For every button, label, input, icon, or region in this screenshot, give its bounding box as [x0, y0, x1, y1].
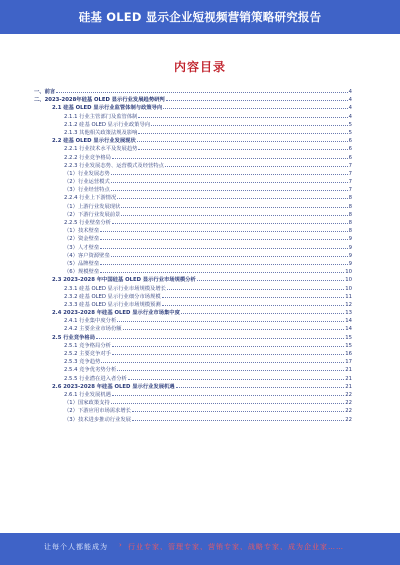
footer-slogan-left: 让每个人都能成为: [44, 543, 108, 551]
dot-leader: [121, 202, 347, 208]
dot-leader: [111, 185, 348, 191]
toc-entry-title: 2.1.2 硅基 OLED 显示行业政策导向: [64, 121, 151, 128]
toc-entry[interactable]: [34, 120, 352, 128]
toc-entry-title: 2.5.5 行业潜在进入者分析: [64, 375, 127, 382]
dot-leader: [197, 275, 344, 281]
dot-leader: [123, 324, 345, 330]
toc-entry-page: 7: [348, 179, 352, 186]
toc-entry-page: 5: [348, 121, 352, 128]
toc-entry-page: 4: [348, 89, 352, 95]
dot-leader: [151, 120, 348, 126]
toc-entry[interactable]: [34, 185, 352, 193]
toc-entry-page: 8: [348, 195, 352, 202]
dot-leader: [111, 251, 348, 257]
toc-entry[interactable]: [34, 398, 352, 406]
toc-entry-page: 9: [348, 252, 352, 259]
toc-entry-title: 2.1 硅基 OLED 显示行业监管体制与政策导向: [52, 105, 163, 112]
toc-entry-page: 14: [345, 326, 352, 333]
dot-leader: [132, 415, 344, 421]
dot-leader: [117, 193, 347, 199]
toc-entry[interactable]: [34, 161, 352, 169]
toc-entry-title: 2.6 2023-2028 年硅基 OLED 显示行业发展机遇: [52, 383, 175, 390]
toc-entry[interactable]: [34, 308, 352, 316]
toc-entry-title: 2.2.5 行业壁垒分析: [64, 220, 111, 226]
dot-leader: [167, 284, 344, 290]
dot-leader: [56, 87, 347, 93]
toc-entry-title: 二、2023-2028年硅基 OLED 显示行业发展趋势研判: [34, 97, 165, 104]
toc-entry-title: 2.4.1 行业集中度分析: [64, 318, 117, 325]
toc-entry-page: 10: [345, 277, 352, 284]
toc-entry[interactable]: [34, 218, 352, 226]
toc-entry-page: 4: [348, 105, 352, 112]
toc-entry-page: 22: [345, 391, 352, 398]
toc-entry-title: （5）品牌壁垒: [64, 260, 100, 267]
toc-entry-page: 8: [348, 228, 352, 235]
toc-entry[interactable]: [34, 341, 352, 349]
toc-entry[interactable]: [34, 202, 352, 210]
toc-entry[interactable]: [34, 275, 352, 283]
toc-entry-page: 14: [345, 318, 352, 325]
toc-entry[interactable]: [34, 103, 352, 111]
toc-entry-title: 2.4 2023-2028 年硅基 OLED 显示行业市场集中度: [52, 310, 180, 317]
dot-leader: [100, 234, 347, 240]
dot-leader: [111, 398, 345, 404]
toc-entry[interactable]: [34, 144, 352, 152]
toc-entry-title: 2.2 硅基 OLED 显示行业发展现状: [52, 138, 136, 145]
header-bar: [0, 0, 400, 34]
toc-entry-page: 6: [348, 138, 352, 145]
toc-entry[interactable]: [34, 300, 352, 308]
toc-entry[interactable]: [34, 234, 352, 242]
dot-leader: [112, 390, 344, 396]
toc-entry-page: 21: [345, 383, 352, 390]
toc-entry-title: 2.3.1 硅基 OLED 显示行业市场规模及增长: [64, 285, 166, 292]
toc-entry-title: 2.2.4 行业上下游情况: [64, 195, 117, 202]
toc-entry-page: 4: [348, 113, 352, 120]
dot-leader: [112, 218, 348, 224]
dot-leader: [132, 406, 344, 412]
toc-entry-page: 17: [345, 359, 352, 366]
toc-entry-title: （3）行业经营特点: [64, 187, 110, 194]
toc-entry-title: 2.3.2 硅基 OLED 显示行业细分市场规模: [64, 293, 161, 300]
toc-entry-title: 2.3.3 硅基 OLED 显示行业市场规模预测: [64, 301, 161, 308]
toc-entry-title: （3）人才壁垒: [64, 244, 100, 251]
dot-leader: [165, 161, 348, 167]
toc-entry[interactable]: [34, 390, 352, 398]
toc-entry-page: 21: [345, 367, 352, 374]
dot-leader: [121, 210, 347, 216]
footer-bar: [0, 533, 400, 565]
dot-leader: [166, 95, 348, 101]
toc-entry-page: 10: [345, 285, 352, 292]
toc-entry[interactable]: [34, 292, 352, 300]
dot-leader: [162, 292, 345, 298]
toc-entry-title: 2.6.1 行业发展机遇: [64, 391, 111, 398]
dot-leader: [162, 300, 345, 306]
toc-entry-page: 21: [345, 375, 352, 382]
dot-leader: [117, 316, 344, 322]
dot-leader: [100, 267, 344, 273]
toc-entry-title: 2.4.2 主要企业市场份额: [64, 326, 122, 333]
dot-leader: [112, 153, 348, 159]
toc-entry[interactable]: [34, 382, 352, 390]
dot-leader: [96, 333, 344, 339]
toc-entry[interactable]: [34, 316, 352, 324]
toc-entry-page: 8: [348, 203, 352, 210]
toc-entry-page: 9: [348, 260, 352, 267]
arrow-icon: ›: [119, 541, 122, 549]
toc-entry-title: 2.5.2 主要竞争对手: [64, 351, 111, 357]
toc-entry[interactable]: [34, 365, 352, 373]
toc-entry[interactable]: [34, 177, 352, 185]
toc-entry[interactable]: [34, 226, 352, 234]
toc-entry[interactable]: [34, 374, 352, 382]
dot-leader: [111, 169, 348, 175]
dot-leader: [101, 357, 344, 363]
toc-entry[interactable]: [34, 415, 352, 423]
toc-entry-page: 9: [348, 236, 352, 243]
toc-entry-title: （2）下游应用市场需求增长: [64, 408, 131, 415]
toc-entry[interactable]: [34, 95, 352, 103]
toc-entry-page: 13: [345, 310, 352, 317]
dot-leader: [176, 382, 345, 388]
toc-entry-title: （1）国家政策支持: [64, 400, 110, 407]
dot-leader: [137, 136, 348, 142]
dot-leader: [111, 177, 348, 183]
toc-entry-title: 2.1.3 其他相关政策法规及影响: [64, 129, 138, 136]
toc-entry[interactable]: [34, 87, 352, 95]
toc-entry-title: （3）技术进步推动行业发展: [64, 416, 131, 423]
dot-leader: [128, 374, 344, 380]
toc-entry[interactable]: [34, 136, 352, 144]
toc-entry-title: 2.5.1 竞争格局分析: [64, 342, 111, 349]
toc-entry-page: 8: [348, 211, 352, 218]
toc-entry[interactable]: [34, 349, 352, 357]
dot-leader: [138, 112, 347, 118]
toc-entry[interactable]: [34, 169, 352, 177]
toc-entry-page: 6: [348, 146, 352, 153]
toc-entry[interactable]: [34, 406, 352, 414]
toc-entry-title: 2.2.1 行业技术水平及发展趋势: [64, 146, 138, 153]
dot-leader: [100, 259, 347, 265]
footer-slogan-right: 行业专家、管理专家、营销专家、战略专家、成为企业家……: [128, 543, 344, 551]
toc-entry[interactable]: [34, 333, 352, 341]
toc-entry-title: 2.5.3 竞争趋势: [64, 359, 101, 366]
toc-entry-title: 2.2.3 行业发展态势、运营模式及经营特点: [64, 162, 164, 169]
toc-entry-title: 2.5 行业竞争格局: [52, 334, 96, 341]
dot-leader: [163, 103, 347, 109]
toc-entry-page: 6: [348, 154, 352, 161]
toc-entry-title: （2）行业运营模式: [64, 179, 110, 186]
toc-entry[interactable]: [34, 193, 352, 201]
toc-entry-page: 10: [345, 269, 352, 276]
toc-entry[interactable]: [34, 251, 352, 259]
toc-entry-page: 22: [345, 400, 352, 407]
toc-entry-page: 12: [345, 301, 352, 308]
toc-entry-page: 15: [345, 334, 352, 341]
dot-leader: [112, 341, 344, 347]
toc-entry-title: （1）行业发展态势: [64, 170, 110, 177]
toc-entry-title: 一、前言: [34, 89, 56, 95]
toc-entry-page: 22: [345, 416, 352, 423]
toc-entry-page: 11: [345, 293, 352, 300]
toc-entry[interactable]: [34, 210, 352, 218]
toc-entry-title: 2.3 2023-2028 年中国硅基 OLED 显示行业市场规模分析: [52, 277, 196, 284]
toc-entry[interactable]: [34, 324, 352, 332]
toc-entry[interactable]: [34, 243, 352, 251]
toc-entry-title: （1）技术壁垒: [64, 228, 100, 235]
toc-entry[interactable]: [34, 128, 352, 136]
toc-entry-title: 2.2.2 行业竞争格局: [64, 154, 111, 161]
toc-entry-title: （6）规模壁垒: [64, 269, 100, 276]
toc-entry[interactable]: [34, 112, 352, 120]
toc-entry-title: （4）客户资源壁垒: [64, 252, 110, 259]
toc-entry-page: 9: [348, 244, 352, 251]
toc-entry-title: （1）上游行业发展现状: [64, 203, 121, 210]
dot-leader: [138, 144, 347, 150]
toc-entry[interactable]: [34, 259, 352, 267]
toc-entry-page: 7: [348, 170, 352, 177]
toc-entry[interactable]: [34, 267, 352, 275]
toc-title: 内容目录: [173, 60, 226, 74]
toc-entry-title: （2）下游行业发展前景: [64, 211, 121, 218]
toc-entry-page: 7: [348, 162, 352, 169]
toc-entry-title: 2.5.4 竞争优劣势分析: [64, 367, 117, 374]
toc-entry-title: （2）资金壁垒: [64, 236, 100, 243]
toc-entry[interactable]: [34, 357, 352, 365]
toc-entry-title: 2.1.1 行业主管部门及监管体制: [64, 113, 138, 120]
dot-leader: [100, 243, 347, 249]
toc-entry-page: 16: [345, 351, 352, 357]
report-title: 硅基 OLED 显示企业短视频营销策略研究报告: [78, 10, 322, 24]
dot-leader: [112, 349, 344, 355]
toc-entry-page: 15: [345, 342, 352, 349]
table-of-contents: [34, 87, 352, 423]
dot-leader: [138, 128, 347, 134]
dot-leader: [117, 365, 344, 371]
toc-entry-page: 22: [345, 408, 352, 415]
toc-entry[interactable]: [34, 284, 352, 292]
toc-entry-page: 8: [348, 220, 352, 226]
dot-leader: [100, 226, 347, 232]
dot-leader: [181, 308, 344, 314]
toc-entry-page: 4: [348, 97, 352, 104]
toc-entry-page: 7: [348, 187, 352, 194]
toc-entry-page: 5: [348, 129, 352, 136]
toc-entry[interactable]: [34, 153, 352, 161]
